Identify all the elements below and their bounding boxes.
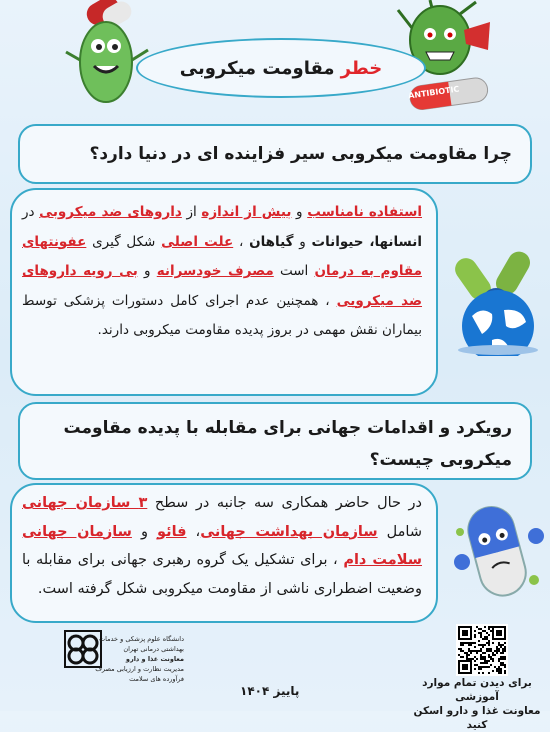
question-2-box (18, 402, 532, 480)
paragraph-2-text (22, 489, 422, 603)
text-run: از (181, 204, 202, 220)
text-run: در حال حاضر همکاری سه جانبه در سطح (147, 495, 422, 511)
question-1-box (18, 124, 532, 184)
text-run: شکل گیری (86, 233, 162, 250)
highlighted-phrase: مصرف خودسرانه (156, 263, 274, 279)
globe-with-pills-illustration (452, 246, 546, 356)
text-run: شامل (377, 523, 422, 540)
bold-phrase: انسانها، (369, 233, 422, 250)
capsule-character-illustration (450, 496, 546, 606)
highlighted-phrase: علت اصلی (161, 233, 234, 250)
highlighted-phrase: سازمان جهانی سلامت دام (22, 523, 422, 568)
highlighted-phrase: سازمان بهداشت جهانی (200, 523, 378, 540)
paragraph-1-box (10, 188, 438, 396)
question-1-text: چرا مقاومت میکروبی سیر فزاینده ای در دنیا دارد؟ (89, 144, 512, 164)
text-run: ، (186, 523, 201, 540)
season-label: پاییز ۱۴۰۴ (240, 684, 300, 698)
highlighted-phrase: استفاده نامناسب (307, 204, 422, 220)
highlighted-phrase: فائو (157, 523, 187, 540)
title-danger-word: خطر (340, 57, 383, 79)
highlighted-phrase: ۳ سازمان جهانی (22, 495, 148, 511)
antibiotic-pill-label: ANTIBIOTIC (407, 84, 460, 101)
paragraph-2-box (10, 483, 438, 623)
text-run: و (137, 263, 157, 279)
logo-caption-line-2: معاونت غذا و دارو (125, 655, 184, 663)
logo-caption (88, 634, 184, 684)
question-2-text: رویکرد و اقدامات جهانی برای مقابله با پدیده مقاومت میکروبی چیست؟ (63, 418, 512, 470)
qr-caption-line-1: برای دیدن تمام موارد آموزشی (422, 677, 532, 703)
paragraph-1-text (22, 198, 422, 346)
qr-caption (404, 676, 550, 732)
logo-caption-line-3: مدیریت نظارت و ارزیابی مصرف فرآورده های سلامت (95, 665, 184, 683)
qr-code[interactable] (456, 624, 508, 676)
highlighted-phrase: بی رویه داروهای ضد میکروبی (22, 263, 423, 309)
text-run: است (273, 263, 315, 279)
text-run: ، برای تشکیل یک گروه رهبری جهانی برای مقابله با وضعیت اضطراری ناشی از مقاومت میکروبی شکل گرفته است. (22, 552, 422, 597)
text-run: در (22, 204, 40, 220)
text-run: و (293, 233, 312, 250)
bold-phrase: حیوانات (311, 233, 364, 250)
qr-caption-line-2: معاونت غذا و دارو اسکن کنید (413, 705, 541, 731)
title-rest: مقاومت میکروبی (179, 57, 335, 79)
highlighted-phrase: عفونتهای مقاوم به درمان (22, 233, 422, 279)
bacteria-with-pill-illustration (58, 0, 154, 110)
highlighted-phrase: بیش از اندازه (201, 204, 292, 220)
highlighted-phrase: داروهای ضد میکروبی (39, 204, 182, 220)
text-run: ، همچنین عدم اجرای کامل دستورات پزشکی توسط بیماران نقش مهمی در بروز پدیده مقاومت میکروبی دارند. (22, 292, 422, 338)
text-run: ، (233, 233, 250, 250)
text-run: و (291, 204, 308, 220)
text-run: و (131, 523, 158, 540)
bold-phrase: گیاهان (249, 233, 294, 250)
logo-caption-line-1: دانشگاه علوم پزشکی و خدمات بهداشتی درمانی تهران (99, 635, 184, 653)
page-title (136, 38, 426, 98)
